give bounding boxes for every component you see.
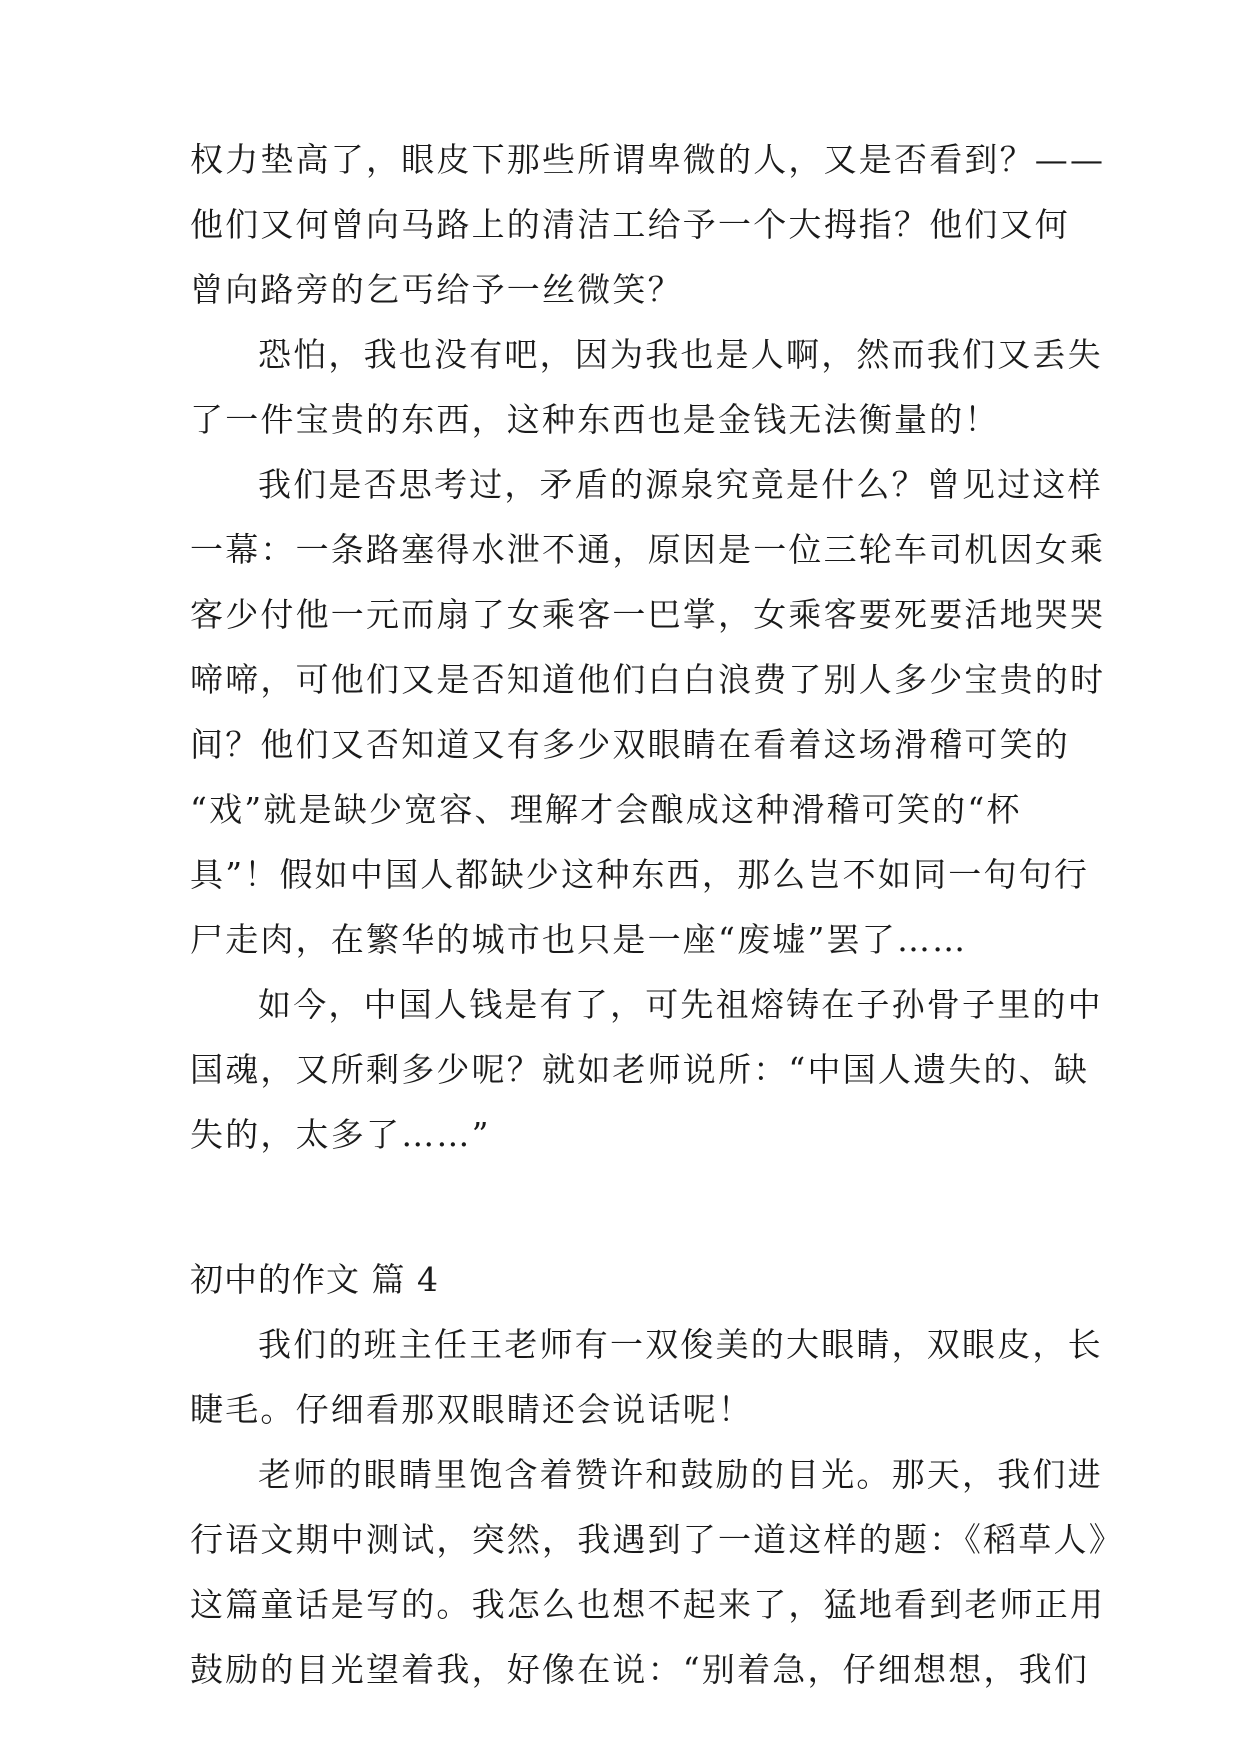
text-line: “戏”就是缺少宽容、理解才会酿成这种滑稽可笑的“杯 xyxy=(190,790,1022,829)
text-line: 睫毛。仔细看那双眼睛还会说话呢！ xyxy=(190,1390,754,1429)
text-line: 间？他们又否知道又有多少双眼睛在看着这场滑稽可笑的 xyxy=(190,725,1070,764)
section-gap xyxy=(190,1167,1050,1247)
paragraph xyxy=(190,452,1106,972)
text-line: 失的，太多了……” xyxy=(190,1115,491,1154)
text-line: 如今，中国人钱是有了，可先祖熔铸在子孙骨子里的中 xyxy=(258,985,1103,1024)
text-line: 一幕：一条路塞得水泄不通，原因是一位三轮车司机因女乘 xyxy=(190,530,1106,569)
text-line: 老师的眼睛里饱含着赞许和鼓励的目光。那天，我们进 xyxy=(258,1455,1103,1494)
paragraph xyxy=(190,1312,1103,1442)
document-page xyxy=(190,127,1124,1702)
text-line: 尸走肉，在繁华的城市也只是一座“废墟”罢了…… xyxy=(190,920,968,959)
text-line: 行语文期中测试，突然，我遇到了一道这样的题：《稻草人》 xyxy=(190,1520,1124,1559)
text-line: 我们的班主任王老师有一双俊美的大眼睛，双眼皮，长 xyxy=(258,1325,1103,1364)
paragraph xyxy=(190,127,1106,322)
text-line: 权力垫高了，眼皮下那些所谓卑微的人，又是否看到？—— xyxy=(190,140,1106,179)
text-line: 曾向路旁的乞丐给予一丝微笑？ xyxy=(190,270,683,309)
text-line: 啼啼，可他们又是否知道他们白白浪费了别人多少宝贵的时 xyxy=(190,660,1106,699)
text-line: 具”！假如中国人都缺少这种东西，那么岂不如同一句句行 xyxy=(190,855,1090,894)
paragraph xyxy=(190,1442,1124,1702)
text-line: 国魂，又所剩多少呢？就如老师说所：“中国人遗失的、缺 xyxy=(190,1050,1090,1089)
text-line: 了一件宝贵的东西，这种东西也是金钱无法衡量的！ xyxy=(190,400,1000,439)
text-line: 客少付他一元而扇了女乘客一巴掌，女乘客要死要活地哭哭 xyxy=(190,595,1106,634)
text-line: 他们又何曾向马路上的清洁工给予一个大拇指？他们又何 xyxy=(190,205,1070,244)
text-line: 鼓励的目光望着我，好像在说：“别着急，仔细想想，我们 xyxy=(190,1650,1090,1689)
text-line: 这篇童话是写的。我怎么也想不起来了，猛地看到老师正用 xyxy=(190,1585,1106,1624)
text-line: 恐怕，我也没有吧，因为我也是人啊，然而我们又丢失 xyxy=(258,335,1103,374)
text-line: 我们是否思考过，矛盾的源泉究竟是什么？曾见过这样 xyxy=(258,465,1103,504)
paragraph xyxy=(190,972,1103,1167)
paragraph xyxy=(190,322,1103,452)
section-heading: 初中的作文 篇 4 xyxy=(190,1260,439,1299)
